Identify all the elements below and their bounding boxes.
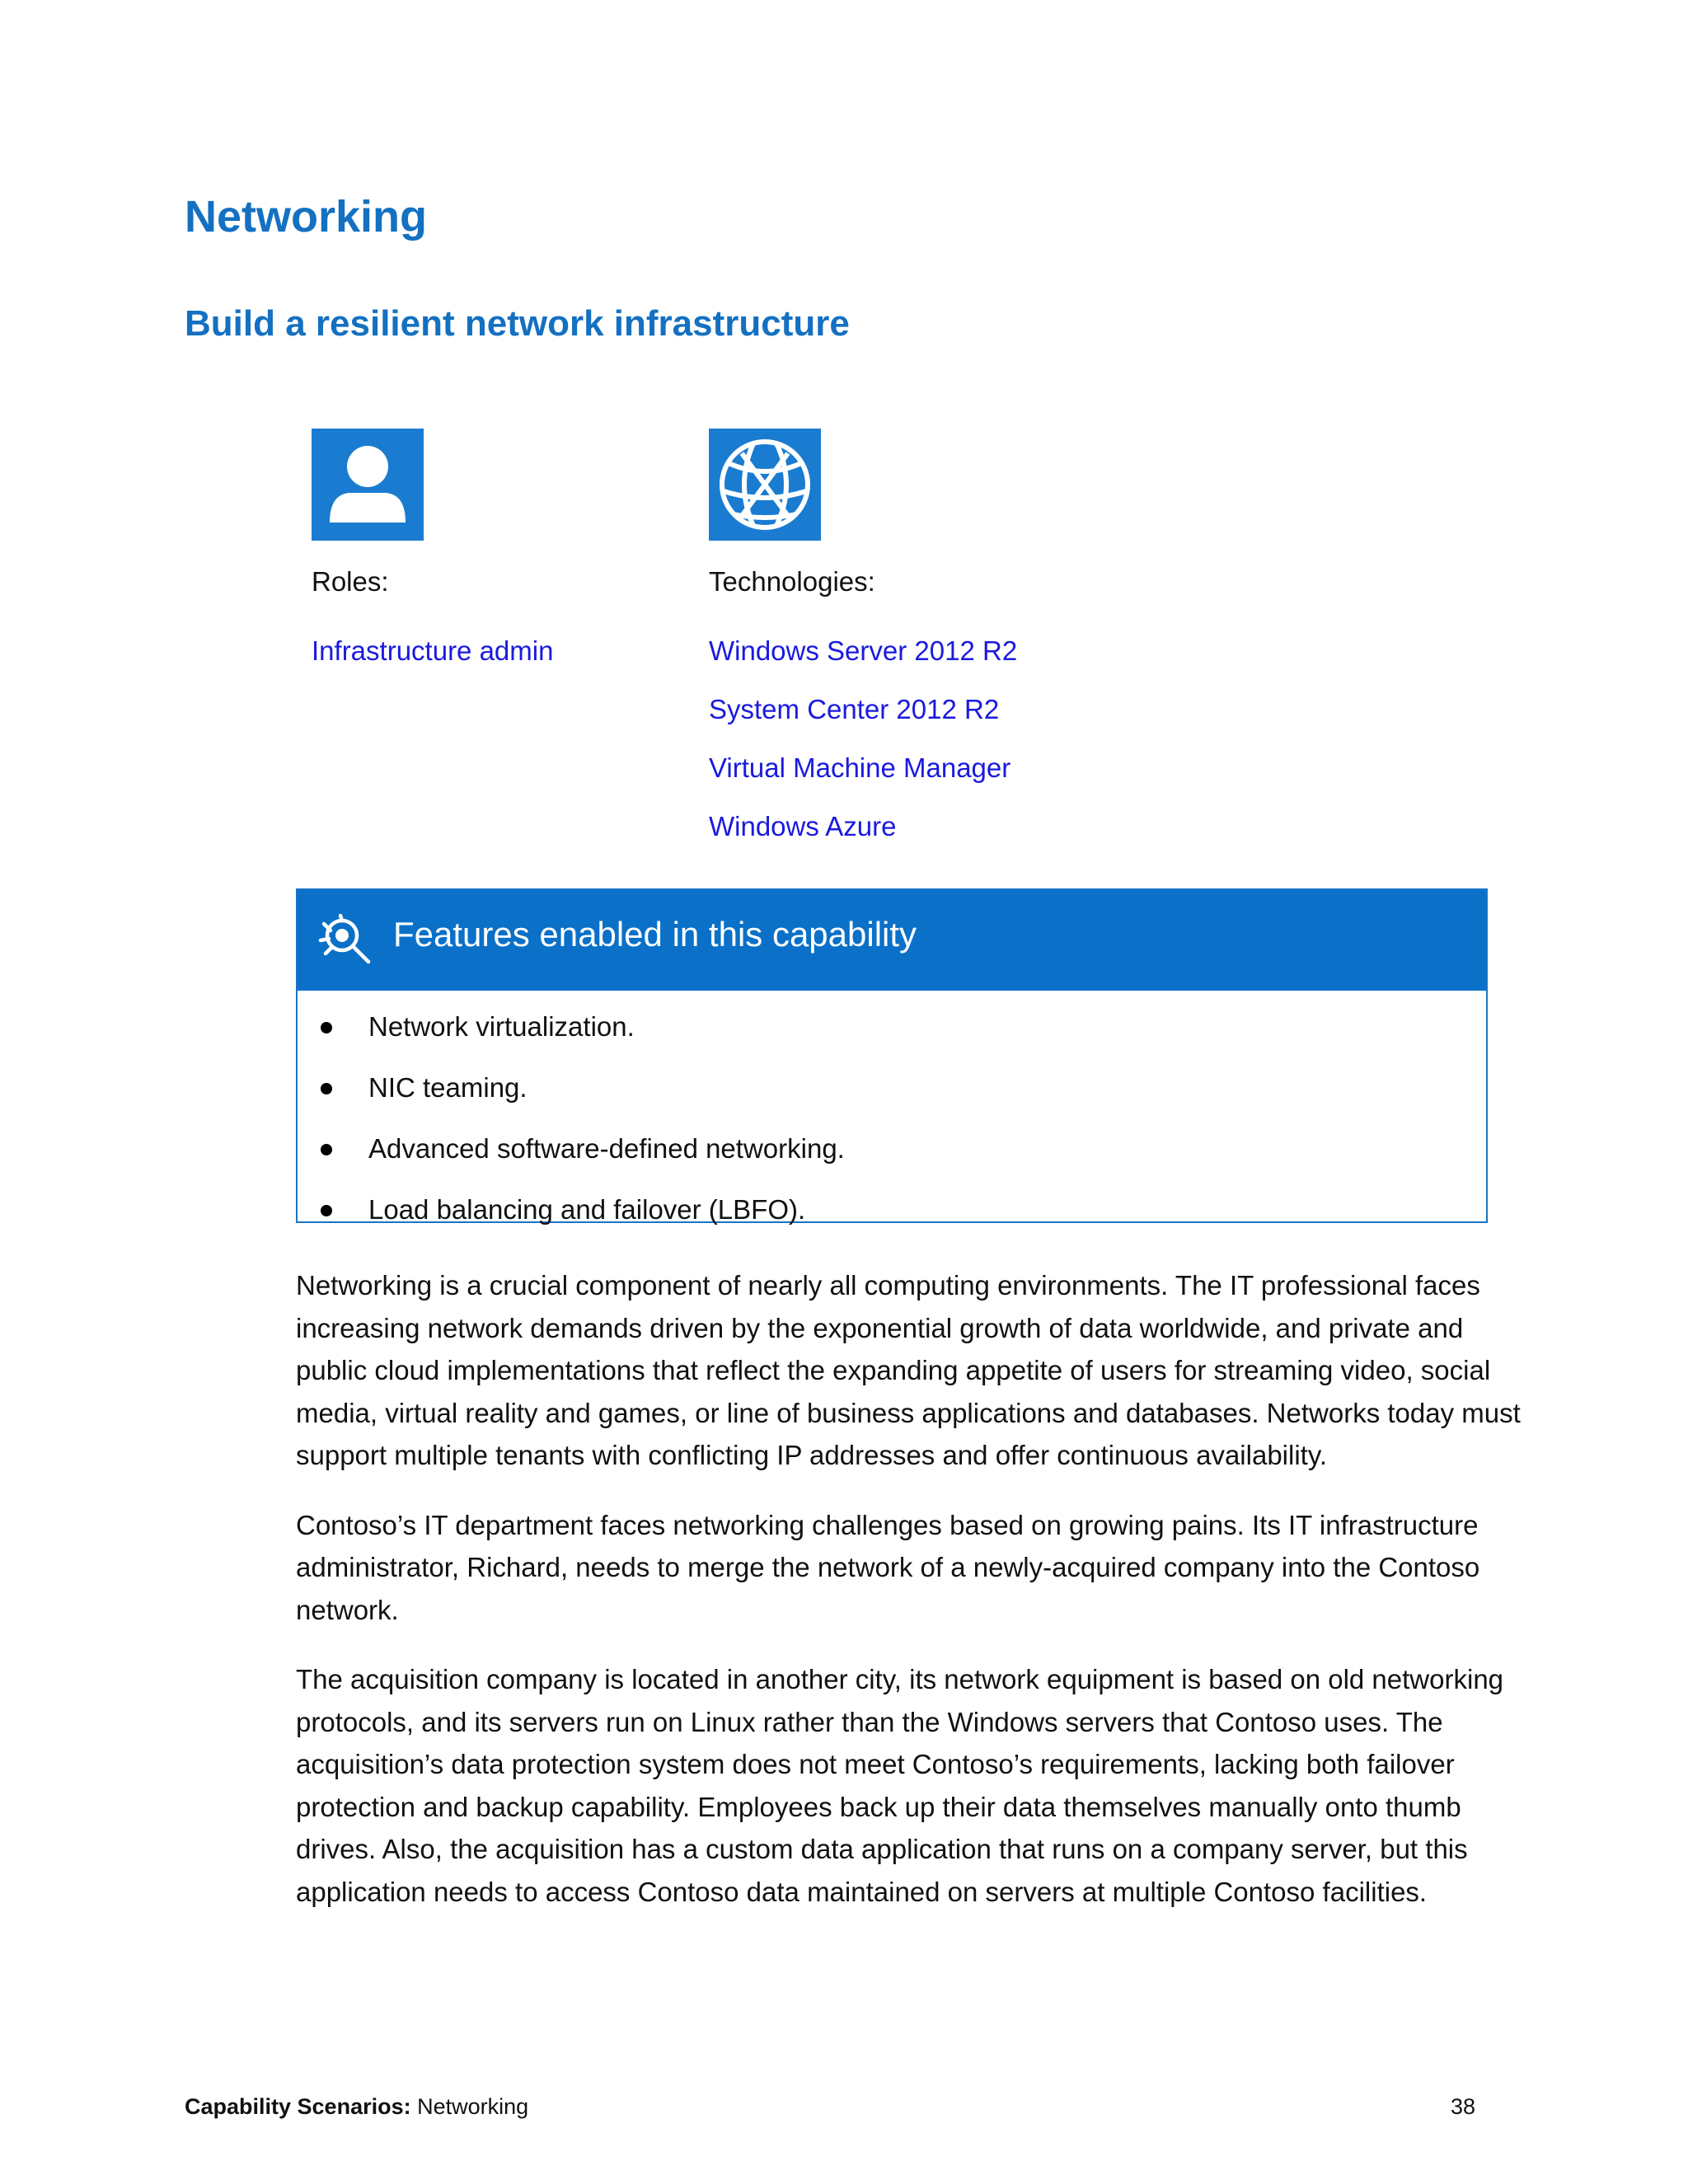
body-text xyxy=(296,1264,1524,1940)
globe-icon xyxy=(709,429,821,541)
tech-link-system-center[interactable]: System Center 2012 R2 xyxy=(709,694,1000,724)
features-box xyxy=(296,888,1488,1223)
roles-column xyxy=(312,565,553,693)
magnifier-icon xyxy=(317,911,377,970)
footer-section: Networking xyxy=(417,2094,529,2119)
technologies-label: Technologies: xyxy=(709,566,875,597)
paragraph: Contoso’s IT department faces networking challenges based on growing pains. Its IT infrastructure administrator, Richard, needs to merge the network of a newly-acquired company into the Contoso network. xyxy=(296,1509,1480,1625)
person-icon xyxy=(312,429,424,541)
feature-item: Load balancing and failover (LBFO). xyxy=(298,1193,845,1226)
feature-item: Network virtualization. xyxy=(298,1010,845,1043)
tech-link-windows-azure[interactable]: Windows Azure xyxy=(709,811,897,841)
features-title: Features enabled in this capability xyxy=(393,915,917,954)
page-number: 38 xyxy=(1450,2094,1475,2119)
technologies-column xyxy=(709,565,1017,869)
paragraph: Networking is a crucial component of nearly all computing environments. The IT professional faces increasing network demands driven by the exponential growth of data worldwide, and private and public cloud implementations that reflect the expanding appetite of users for streaming video, social media, virtual reality and games, or line of business applications and databases. Networks today must support multiple tenants with conflicting IP addresses and offer continuous availability. xyxy=(296,1270,1521,1470)
tech-link-virtual-machine-manager[interactable]: Virtual Machine Manager xyxy=(709,752,1011,783)
section-title: Build a resilient network infrastructure xyxy=(185,303,850,344)
paragraph: The acquisition company is located in another city, its network equipment is based on old networking protocols, and its servers run on Linux rather than the Windows servers that Contoso uses. The acquisition’s data protection system does not meet Contoso’s requirements, lacking both failover protection and backup capability. Employees back up their data themselves manually onto thumb drives. Also, the acquisition has a custom data application that runs on a company server, but this application needs to access Contoso data maintained on servers at multiple Contoso facilities. xyxy=(296,1664,1504,1907)
feature-item: NIC teaming. xyxy=(298,1071,845,1104)
feature-item: Advanced software-defined networking. xyxy=(298,1132,845,1165)
footer-label: Capability Scenarios: xyxy=(185,2094,411,2119)
roles-label: Roles: xyxy=(312,566,389,597)
features-header xyxy=(298,890,1486,991)
page-footer xyxy=(185,2093,1475,2120)
role-link-infrastructure-admin[interactable]: Infrastructure admin xyxy=(312,635,554,666)
page-title: Networking xyxy=(185,192,428,241)
features-list xyxy=(298,1010,845,1254)
tech-link-windows-server[interactable]: Windows Server 2012 R2 xyxy=(709,635,1018,666)
